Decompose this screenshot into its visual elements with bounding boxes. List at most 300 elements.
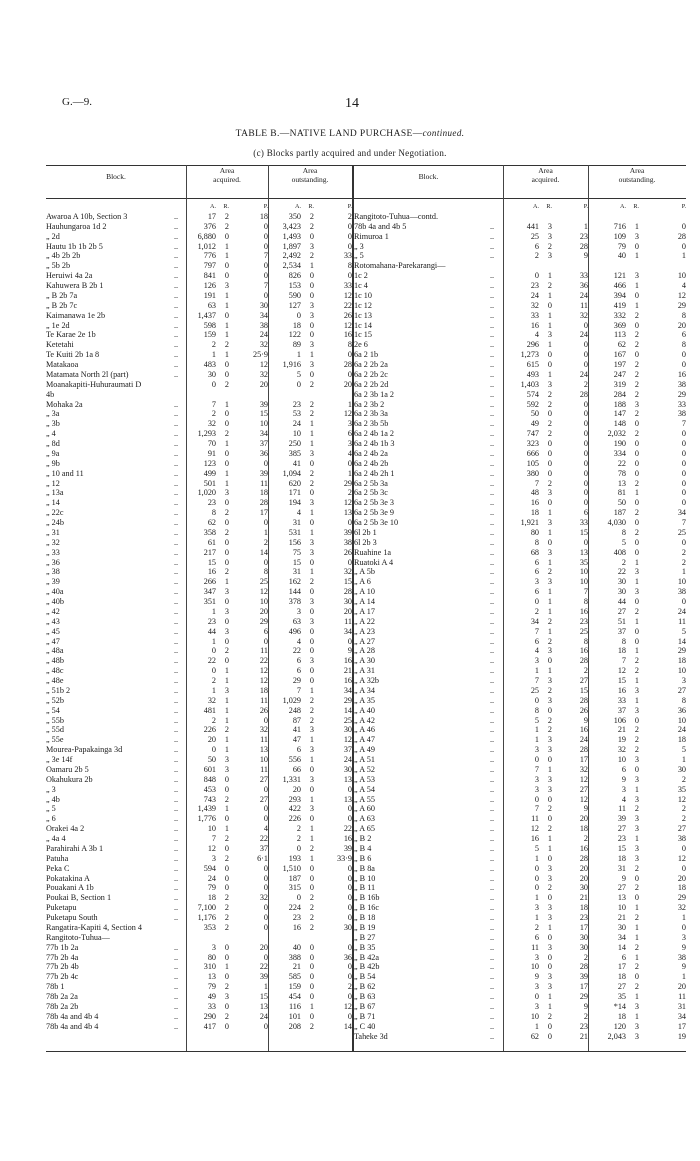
acquired-value: 12 [259, 676, 268, 685]
outstanding-value: 1 [634, 251, 639, 261]
block-name: „ A 23 [354, 626, 375, 636]
outstanding-value: 1 [634, 834, 639, 843]
block-name: 78b 2a 2a [46, 992, 78, 1001]
block-name: Pokatakina A [46, 873, 90, 883]
acquired-value: 0 [263, 883, 268, 893]
outstanding-value: 30 [343, 764, 352, 774]
outstanding-value: 293 [288, 794, 301, 804]
leader-dots: .. [490, 1021, 495, 1031]
acquired-value: 1 [211, 685, 216, 695]
acquired-value: 1,439 [197, 804, 216, 814]
acquired-value: 7,100 [197, 903, 216, 913]
outstanding-value: 0 [347, 863, 352, 873]
acquired-value: 0 [583, 320, 588, 330]
block-name: Puketapu [46, 903, 77, 913]
acquired-value: 3 [224, 488, 229, 498]
acquired-value: 28 [579, 241, 588, 251]
acquired-value: 23 [579, 913, 588, 922]
acquired-value [539, 212, 552, 222]
acquired-value: 50 [530, 409, 539, 419]
outstanding-value: 3 [634, 774, 639, 784]
acquired-value: 598 [203, 320, 216, 330]
leader-dots: .. [490, 1011, 495, 1021]
acquired-value [186, 390, 216, 400]
block-name: Kaimanawa 1e 2b [46, 310, 106, 320]
acquired-value: 2 [547, 804, 552, 814]
outstanding-value: 13 [617, 893, 626, 903]
outstanding-value: 194 [288, 498, 301, 508]
acquired-value: 296 [526, 340, 539, 350]
leader-dots: .. [490, 488, 495, 498]
acquired-value: 16 [579, 843, 588, 853]
outstanding-value: 2 [347, 488, 352, 498]
outstanding-value: 1 [296, 350, 301, 360]
outstanding-value: 18 [677, 883, 686, 893]
acquired-value: 0 [547, 1021, 552, 1031]
acquired-value: 2 [224, 893, 229, 903]
block-name: „ 9a [46, 448, 60, 458]
acquired-value: 159 [203, 330, 216, 340]
outstanding-value: 0 [309, 320, 314, 330]
outstanding-value: 12 [617, 666, 626, 676]
acquired-value: 34 [259, 310, 268, 320]
table-header-rule [46, 198, 686, 199]
outstanding-value: 590 [288, 290, 301, 300]
outstanding-value: 1,331 [282, 774, 301, 784]
block-name: „ A 65 [354, 824, 375, 834]
acquired-value: 23 [207, 498, 216, 508]
acquired-value: 3 [547, 942, 552, 952]
acquired-value: 32 [579, 310, 588, 320]
acquired-value: 0 [547, 468, 552, 478]
block-name: Taheke 3d [354, 1031, 388, 1041]
block-name: „ 32 [46, 537, 60, 547]
acquired-value: 347 [203, 587, 216, 597]
outstanding-value: 2 [634, 745, 639, 755]
acquired-value: 3 [534, 784, 539, 794]
acquired-value: 1 [547, 271, 552, 281]
table-row [354, 933, 686, 943]
acquired-value: 0 [583, 468, 588, 478]
table-bottom-rule [46, 1051, 686, 1052]
outstanding-value: 0 [347, 804, 352, 814]
table-row [354, 864, 686, 874]
outstanding-value: 2 [634, 982, 639, 992]
table-row [354, 370, 686, 380]
outstanding-value: 6 [296, 745, 301, 755]
table-row [354, 706, 686, 716]
outstanding-value: 2 [634, 429, 639, 439]
block-name: „ 4b 2b 2b [46, 251, 81, 261]
acquired-value: 0 [263, 873, 268, 883]
leader-dots: .. [490, 942, 495, 952]
acquired-value: 34 [259, 429, 268, 439]
acquired-value: 10 [530, 1011, 539, 1021]
block-name: 6a 2 5b 3e 3 [354, 498, 395, 508]
acquired-value: 7 [263, 281, 268, 290]
acquired-value [216, 390, 229, 400]
leader-dots: .. [490, 626, 495, 636]
block-name: „ B 16c [354, 903, 380, 913]
acquired-value: 32 [207, 419, 216, 429]
acquired-value: 0 [211, 666, 216, 676]
acquired-value: 2 [547, 715, 552, 725]
table-row [46, 656, 352, 666]
outstanding-value: 5 [681, 745, 686, 755]
table-row [46, 370, 352, 380]
leader-dots: .. [174, 834, 179, 843]
block-name: Mourea-Papakainga 3d [46, 745, 123, 755]
acquired-value: 26 [259, 705, 268, 715]
outstanding-value: 33 [677, 399, 686, 409]
acquired-value: 7 [534, 804, 539, 814]
leader-dots: .. [490, 745, 495, 755]
outstanding-value: 159 [288, 982, 301, 992]
leader-dots: .. [490, 597, 495, 606]
outstanding-value: 38 [677, 587, 686, 597]
acquired-value: 1 [547, 606, 552, 616]
leader-dots: .. [174, 725, 179, 735]
block-name: „ B 35 [354, 942, 376, 952]
leader-dots: .. [490, 221, 495, 231]
acquired-value: 1,437 [197, 310, 216, 320]
leader-dots: .. [174, 1001, 179, 1011]
outstanding-value: 0 [309, 982, 314, 992]
acquired-value: 0 [224, 231, 229, 241]
leader-dots: .. [490, 419, 495, 429]
acquired-value: 3 [547, 873, 552, 883]
outstanding-value: 21 [617, 913, 626, 922]
outstanding-value: 0 [634, 597, 639, 606]
outstanding-value: 25 [343, 715, 352, 725]
acquired-value: 8 [263, 567, 268, 577]
acquired-value: 26 [579, 705, 588, 715]
block-name: „ A 40 [354, 705, 375, 715]
acquired-value: 2 [547, 636, 552, 646]
leader-dots: .. [490, 656, 495, 666]
table-row [354, 281, 686, 291]
outstanding-value: 2 [309, 399, 314, 409]
outstanding-value: 162 [288, 577, 301, 587]
outstanding-value: 0 [681, 922, 686, 932]
outstanding-value: 15 [343, 577, 352, 587]
block-name: „ B 18 [354, 913, 376, 922]
outstanding-value: 3 [309, 616, 314, 626]
outstanding-value: 21 [292, 962, 301, 972]
table-row [46, 587, 352, 597]
outstanding-value: 2 [309, 577, 314, 587]
block-name: „ 9b [46, 458, 60, 468]
outstanding-value: 32 [677, 903, 686, 913]
block-name: 6a 2 4b 2a [354, 448, 388, 458]
outstanding-value: 30 [343, 597, 352, 606]
table-row [46, 607, 352, 617]
leader-dots: .. [174, 271, 179, 281]
acquired-value: 4 [534, 646, 539, 656]
table-row [46, 824, 352, 834]
table-row [46, 340, 352, 350]
outstanding-value: 5 [296, 369, 301, 379]
block-name: „ 48c [46, 666, 64, 676]
acquired-value: 2 [547, 824, 552, 834]
outstanding-value: 23 [292, 913, 301, 922]
table-row [354, 785, 686, 795]
acquired-value: 0 [263, 290, 268, 300]
outstanding-value: 37 [617, 705, 626, 715]
outstanding-value [301, 390, 314, 400]
block-name: „ A 6 [354, 577, 371, 587]
acquired-value: 12 [259, 360, 268, 369]
outstanding-value: 120 [613, 1021, 626, 1031]
table-row [46, 913, 352, 923]
acquired-value: 2 [224, 527, 229, 537]
outstanding-value: 585 [288, 972, 301, 982]
outstanding-value: 29 [343, 695, 352, 705]
block-name: Rimuroa 1 [354, 231, 389, 241]
outstanding-value: 9 [621, 774, 626, 784]
outstanding-value: 2 [309, 379, 314, 389]
block-name: 2e 6 [354, 340, 368, 350]
outstanding-value: 24 [292, 419, 301, 429]
outstanding-value: 11 [344, 616, 352, 626]
leader-dots: .. [490, 715, 495, 725]
block-name: „ A 47 [354, 735, 375, 745]
acquired-value: 0 [263, 814, 268, 824]
leader-dots: .. [490, 863, 495, 873]
acquired-value: 358 [203, 527, 216, 537]
outstanding-value: 466 [613, 281, 626, 290]
outstanding-value: 3 [309, 745, 314, 755]
block-name: Awaroa A 10b, Section 3 [46, 211, 128, 221]
acquired-value: 49 [207, 992, 216, 1001]
table-row [46, 390, 352, 400]
acquired-value: 79 [207, 982, 216, 992]
leader-dots: .. [174, 755, 179, 764]
unit-label: A. [209, 203, 216, 210]
outstanding-value: 1 [634, 784, 639, 794]
outstanding-value: 16 [343, 676, 352, 685]
acquired-value: 1 [547, 834, 552, 843]
leader-dots [174, 390, 186, 400]
table-row [46, 686, 352, 696]
table-row [354, 311, 686, 321]
acquired-value: 217 [203, 547, 216, 557]
header-line: acquired. [213, 175, 241, 184]
table-title-suffix: continued. [422, 128, 465, 138]
block-name: „ 47 [46, 636, 60, 646]
acquired-value: 7 [211, 399, 216, 409]
page-reference: G.—9. [62, 96, 92, 108]
outstanding-value: 1,094 [282, 468, 301, 478]
right-table [354, 202, 686, 1041]
table-row [354, 913, 686, 923]
acquired-value: 20 [207, 735, 216, 745]
acquired-value: 11 [531, 814, 539, 824]
outstanding-value: 0 [309, 992, 314, 1001]
outstanding-value: 0 [634, 537, 639, 547]
leader-dots: .. [490, 231, 495, 241]
table-row [354, 972, 686, 982]
leader-dots: .. [174, 1011, 179, 1021]
block-name: „ B 62 [354, 982, 376, 992]
leader-dots: .. [490, 439, 495, 448]
block-name: „ A 54 [354, 784, 375, 794]
acquired-value: 80 [530, 527, 539, 537]
table-row [354, 488, 686, 498]
table-row [46, 992, 352, 1002]
leader-dots: .. [490, 755, 495, 764]
outstanding-value: 1 [634, 922, 639, 932]
acquired-value: 2 [547, 725, 552, 735]
acquired-value: 1 [224, 962, 229, 972]
acquired-value: 0 [224, 261, 229, 271]
leader-dots: .. [174, 448, 179, 458]
leader-dots: .. [490, 814, 495, 824]
block-name: 1c 13 [354, 310, 372, 320]
outstanding-value: 1 [634, 300, 639, 310]
acquired-value: 14 [259, 547, 268, 557]
acquired-value: 24 [579, 735, 588, 745]
leader-dots: .. [174, 508, 179, 518]
acquired-value: 0 [224, 784, 229, 794]
outstanding-value: 16 [292, 922, 301, 932]
acquired-value: 0 [547, 853, 552, 863]
acquired-value: 0 [263, 271, 268, 281]
outstanding-value: 8 [681, 310, 686, 320]
acquired-value: 63 [207, 300, 216, 310]
outstanding-value: 18 [617, 1011, 626, 1021]
outstanding-value: 2 [309, 843, 314, 853]
outstanding-value: 0 [634, 547, 639, 557]
table-row [354, 943, 686, 953]
acquired-value: 29 [579, 992, 588, 1001]
leader-dots: .. [490, 458, 495, 468]
outstanding-value: 18 [292, 320, 301, 330]
table-subtitle: (c) Blocks partly acquired and under Negotiation. [253, 148, 447, 158]
table-row [46, 883, 352, 893]
outstanding-value: 10 [617, 755, 626, 764]
outstanding-value: 385 [288, 448, 301, 458]
acquired-value: 12 [530, 824, 539, 834]
outstanding-value: 30 [617, 577, 626, 587]
acquired-value: 2 [263, 537, 268, 547]
block-name: „ 38 [46, 567, 60, 577]
leader-dots: .. [490, 547, 495, 557]
outstanding-value: 8 [621, 636, 626, 646]
table-row [354, 745, 686, 755]
outstanding-value: 2 [634, 369, 639, 379]
leader-dots: .. [174, 231, 179, 241]
acquired-value: 0 [224, 656, 229, 666]
acquired-value: 1 [547, 340, 552, 350]
outstanding-value: 0 [681, 429, 686, 439]
acquired-value: 17 [259, 508, 268, 518]
acquired-value: 25 [530, 231, 539, 241]
acquired-value: 39 [259, 468, 268, 478]
outstanding-value: 38 [677, 379, 686, 389]
outstanding-value: 0 [309, 1011, 314, 1021]
leader-dots [490, 212, 503, 222]
acquired-value: 25 [579, 626, 588, 636]
acquired-value: 1 [224, 666, 229, 676]
outstanding-value: 27 [677, 685, 686, 695]
acquired-value: 30 [579, 932, 588, 942]
outstanding-value [626, 212, 639, 222]
block-name: „ 31 [46, 527, 60, 537]
outstanding-value: 87 [292, 715, 301, 725]
acquired-value: 0 [224, 369, 229, 379]
leader-dots: .. [490, 537, 495, 547]
outstanding-value: 0 [347, 271, 352, 281]
acquired-value: 2 [224, 834, 229, 843]
outstanding-value: 1 [309, 350, 314, 360]
outstanding-value: 18 [617, 853, 626, 863]
outstanding-value: 1 [634, 903, 639, 913]
block-name: „ 3b [46, 419, 60, 429]
acquired-value: 1 [224, 715, 229, 725]
leader-dots: .. [490, 616, 495, 626]
outstanding-value: 454 [288, 992, 301, 1001]
acquired-value: 0 [224, 616, 229, 626]
table-row [46, 400, 352, 410]
table-row [46, 982, 352, 992]
unit-spacer [174, 202, 186, 212]
leader-dots: .. [174, 745, 179, 755]
acquired-value: 0 [583, 448, 588, 458]
acquired-value: 17 [579, 755, 588, 764]
outstanding-value: 0 [296, 379, 301, 389]
acquired-value [186, 933, 216, 943]
leader-dots: .. [490, 557, 495, 567]
outstanding-value: 14 [343, 1021, 352, 1031]
outstanding-value: 113 [614, 330, 626, 340]
acquired-value: 0 [534, 597, 539, 606]
acquired-value: 0 [263, 1021, 268, 1031]
table-row [354, 982, 686, 992]
outstanding-value: 39 [617, 814, 626, 824]
outstanding-value: 116 [289, 1001, 301, 1011]
leader-dots: .. [174, 518, 179, 527]
block-name: „ 4 [46, 429, 56, 439]
acquired-value: 18 [207, 893, 216, 903]
acquired-value: 1 [547, 666, 552, 676]
outstanding-value: 0 [681, 863, 686, 873]
block-name: Poukai B, Section 1 [46, 893, 112, 903]
leader-dots: .. [174, 883, 179, 893]
table-row [354, 844, 686, 854]
outstanding-value: 153 [288, 281, 301, 290]
acquired-value: 1 [224, 241, 229, 251]
acquired-value: 30 [579, 942, 588, 952]
block-name: „ 54 [46, 705, 60, 715]
block-name: 77b 2b 4c [46, 972, 79, 982]
acquired-value: 10 [530, 962, 539, 972]
leader-dots: .. [174, 597, 179, 606]
acquired-value: 2 [534, 922, 539, 932]
leader-dots [174, 380, 186, 390]
leader-dots: .. [490, 784, 495, 794]
acquired-value: 8 [583, 636, 588, 646]
acquired-value: 0 [547, 300, 552, 310]
leader-dots: .. [174, 429, 179, 439]
acquired-value: 310 [203, 962, 216, 972]
outstanding-value [314, 933, 352, 943]
outstanding-value: 5 [621, 537, 626, 547]
acquired-value: 0 [224, 518, 229, 527]
acquired-value: 574 [526, 389, 539, 399]
outstanding-value: 10 [292, 429, 301, 439]
leader-dots: .. [490, 399, 495, 409]
